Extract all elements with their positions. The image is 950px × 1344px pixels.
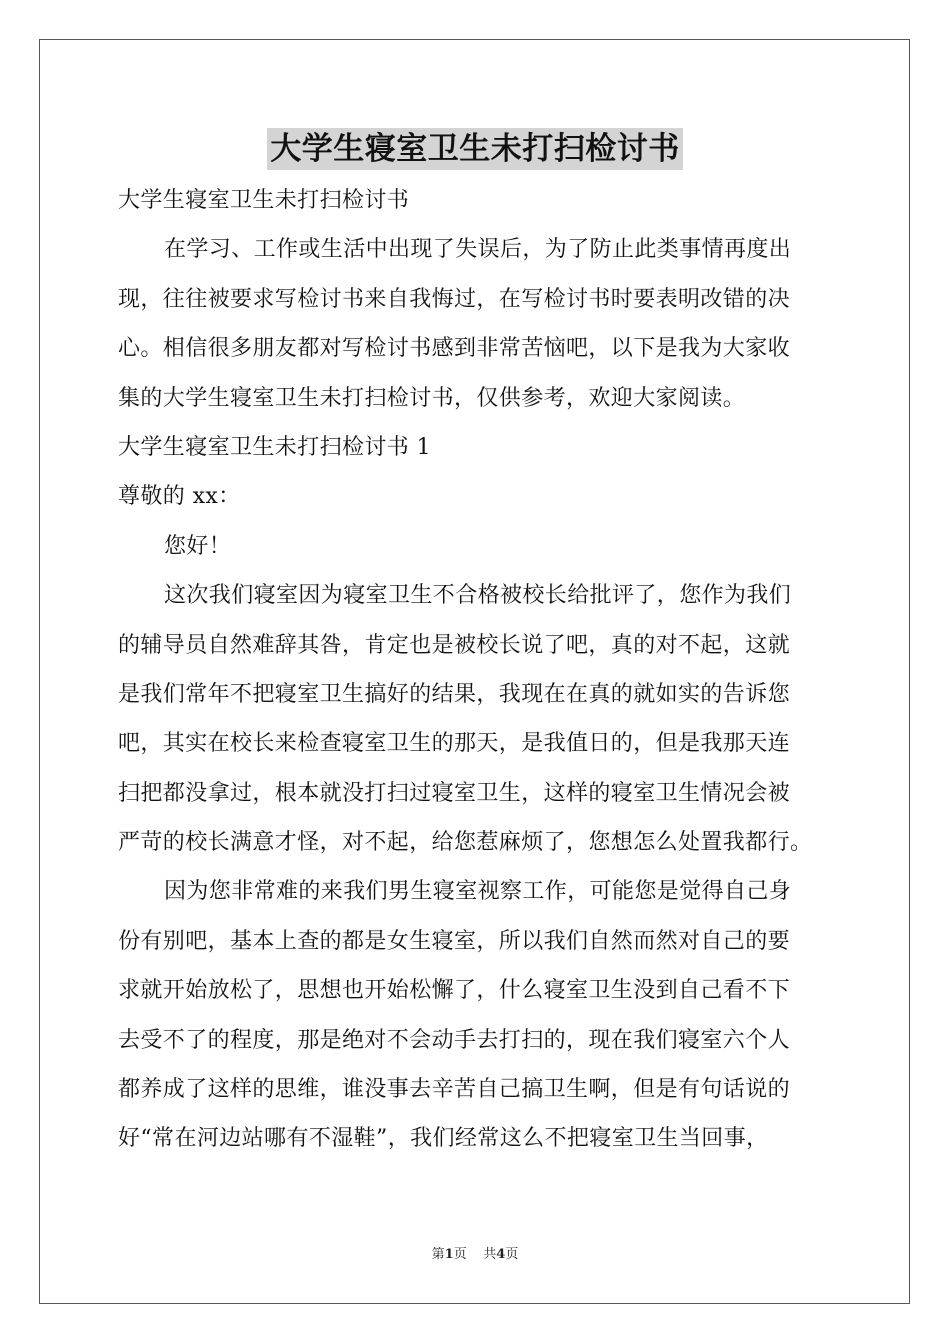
- page-suffix: 页: [453, 1247, 467, 1262]
- paragraph-line: 因为您非常难的来我们男生寝室视察工作，可能您是觉得自己身: [164, 879, 792, 905]
- title-wrapper: [0, 128, 950, 170]
- total-suffix: 页: [505, 1247, 519, 1262]
- paragraph-line: 份有别吧，基本上查的都是女生寝室，所以我们自然而然对自己的要: [118, 928, 791, 954]
- paragraph-line: 的辅导员自然难辞其咎，肯定也是被校长说了吧，真的对不起，这就: [118, 632, 791, 658]
- greeting: 您好！: [164, 533, 232, 559]
- paragraph-line: 是我们常年不把寝室卫生搞好的结果，我现在在真的就如实的告诉您: [118, 681, 791, 707]
- total-pages: 4: [496, 1247, 506, 1262]
- salutation: 尊敬的 xx：: [118, 484, 241, 510]
- paragraph-line: 集的大学生寝室卫生未打扫检讨书，仅供参考，欢迎大家阅读。: [118, 385, 746, 411]
- paragraph-line: 这次我们寝室因为寝室卫生不合格被校长给批评了，您作为我们: [164, 583, 792, 609]
- page-prefix: 第: [431, 1247, 445, 1262]
- section-heading: 大学生寝室卫生未打扫检讨书 1: [118, 434, 431, 460]
- paragraph-line: 都养成了这样的思维，谁没事去辛苦自己搞卫生啊，但是有句话说的: [118, 1077, 791, 1103]
- page-number: 1: [444, 1247, 454, 1262]
- document-body: [118, 176, 838, 1164]
- page-footer: [0, 1246, 950, 1264]
- paragraph-line: 好“常在河边站哪有不湿鞋”，我们经常这么不把寝室卫生当回事，: [118, 1126, 769, 1152]
- subtitle-line: 大学生寝室卫生未打扫检讨书: [118, 188, 410, 213]
- paragraph-line: 吧，其实在校长来检查寝室卫生的那天，是我值日的，但是我那天连: [118, 731, 791, 757]
- paragraph-line: 求就开始放松了，思想也开始松懈了，什么寝室卫生没到自己看不下: [118, 978, 791, 1004]
- total-prefix: 共: [483, 1247, 497, 1262]
- document-title: 大学生寝室卫生未打扫检讨书: [267, 128, 683, 170]
- paragraph-line: 扫把都没拿过，根本就没打扫过寝室卫生，这样的寝室卫生情况会被: [118, 780, 791, 806]
- paragraph-line: 现，往往被要求写检讨书来自我悔过，在写检讨书时要表明改错的决: [118, 286, 791, 312]
- paragraph-line: 去受不了的程度，那是绝对不会动手去打扫的，现在我们寝室六个人: [118, 1027, 791, 1053]
- paragraph-line: 严苛的校长满意才怪，对不起，给您惹麻烦了，您想怎么处置我都行。: [118, 830, 813, 856]
- paragraph-line: 心。相信很多朋友都对写检讨书感到非常苦恼吧，以下是我为大家收: [118, 336, 791, 362]
- paragraph-line: 在学习、工作或生活中出现了失误后，为了防止此类事情再度出: [164, 237, 792, 263]
